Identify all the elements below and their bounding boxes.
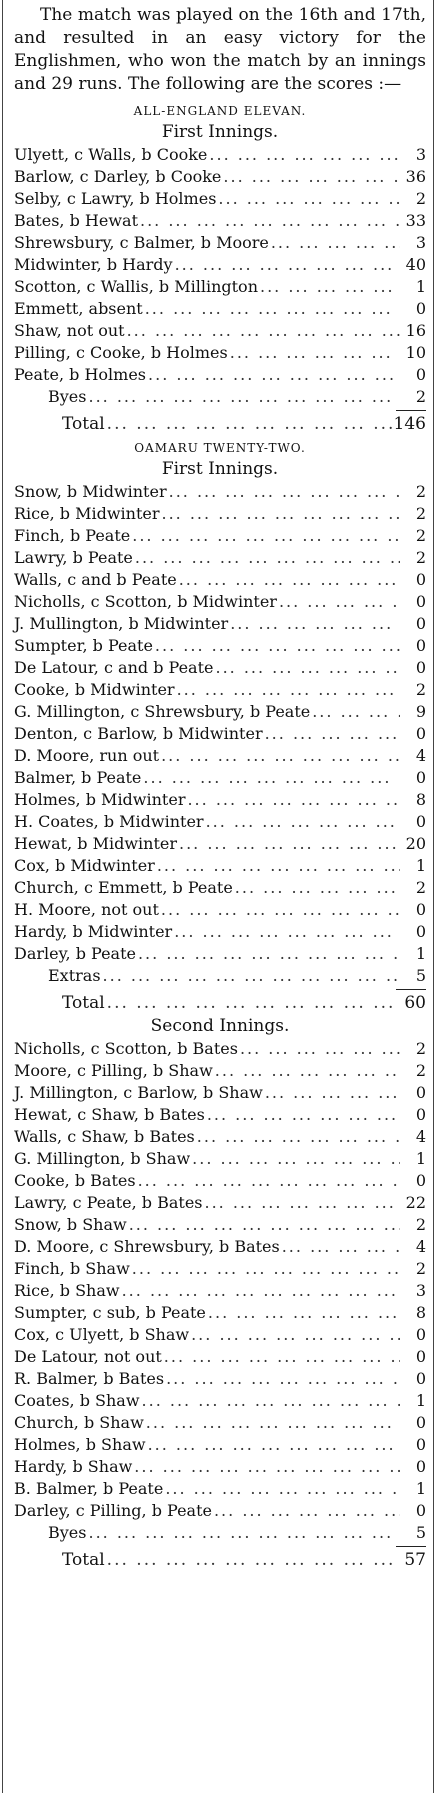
leader-dots xyxy=(207,144,400,166)
batsman-score: 0 xyxy=(415,1501,426,1520)
oamaru-second-batting-list xyxy=(14,1038,426,1522)
batsman-score: 0 xyxy=(415,1435,426,1454)
leader-dots xyxy=(212,1500,400,1522)
leader-dots xyxy=(205,1104,400,1126)
batsman-dismissal: Ulyett, c Walls, b Cooke xyxy=(14,145,208,164)
oamaru-team-title: OAMARU TWENTY-TWO. xyxy=(134,441,306,455)
leader-dots xyxy=(310,701,400,723)
batting-row xyxy=(14,144,426,166)
batsman-score: 2 xyxy=(415,1215,426,1234)
batsman-score: 2 xyxy=(415,504,426,523)
batsman-dismissal: Hardy, b Midwinter xyxy=(14,922,173,941)
batsman-dismissal: Church, c Emmett, b Peate xyxy=(14,878,233,897)
batsman-score: 0 xyxy=(415,299,426,318)
batting-row xyxy=(14,1236,426,1258)
england-extras-row xyxy=(14,386,426,408)
leader-dots xyxy=(130,525,400,547)
batsman-score: 1 xyxy=(415,1479,426,1498)
leader-dots xyxy=(228,613,400,635)
leader-dots xyxy=(163,1478,400,1500)
batsman-dismissal: Cox, b Midwinter xyxy=(14,856,155,875)
leader-dots xyxy=(141,767,400,789)
batsman-dismissal: Coates, b Shaw xyxy=(14,1391,140,1410)
leader-dots xyxy=(233,877,400,899)
leader-dots xyxy=(280,1236,400,1258)
leader-dots xyxy=(136,1170,400,1192)
leader-dots xyxy=(146,1434,400,1456)
batting-row xyxy=(14,569,426,591)
england-total-row xyxy=(14,411,426,437)
batsman-score: 20 xyxy=(405,834,426,853)
leader-dots xyxy=(173,254,400,276)
batsman-score: 0 xyxy=(415,922,426,941)
batsman-dismissal: G. Millington, b Shaw xyxy=(14,1149,191,1168)
batting-row xyxy=(14,1412,426,1434)
batsman-dismissal: Peate, b Holmes xyxy=(14,365,147,384)
batting-row xyxy=(14,855,426,877)
leader-dots xyxy=(138,210,400,232)
leader-dots xyxy=(159,899,400,921)
oamaru-first-total-row xyxy=(14,990,426,1016)
batting-row xyxy=(14,591,426,613)
leader-dots xyxy=(216,188,400,210)
batsman-dismissal: Holmes, b Shaw xyxy=(14,1435,146,1454)
leader-dots xyxy=(144,1412,400,1434)
total-label: Total xyxy=(62,1550,105,1570)
batting-row xyxy=(14,1170,426,1192)
batsman-dismissal: H. Moore, not out xyxy=(14,900,159,919)
oamaru-second-total-row xyxy=(14,1547,426,1573)
batting-row xyxy=(14,1500,426,1522)
batsman-score: 0 xyxy=(415,724,426,743)
batsman-dismissal: Cooke, b Bates xyxy=(14,1171,136,1190)
batting-row xyxy=(14,1060,426,1082)
batsman-score: 9 xyxy=(415,702,426,721)
leader-dots xyxy=(153,635,400,657)
leader-dots xyxy=(155,855,400,877)
batsman-dismissal: Darley, b Peate xyxy=(14,944,136,963)
batsman-dismissal: Snow, b Midwinter xyxy=(14,482,167,501)
batting-row xyxy=(14,503,426,525)
batting-row xyxy=(14,943,426,965)
leader-dots xyxy=(175,679,400,701)
batsman-score: 2 xyxy=(415,482,426,501)
batsman-dismissal: D. Moore, c Shrewsbury, b Bates xyxy=(14,1237,280,1256)
leader-dots xyxy=(130,1258,400,1280)
batsman-score: 0 xyxy=(415,614,426,633)
batsman-dismissal: Hardy, b Shaw xyxy=(14,1457,133,1476)
batsman-dismissal: Lawry, c Peate, b Bates xyxy=(14,1193,203,1212)
batsman-score: 0 xyxy=(415,365,426,384)
batsman-dismissal: Hewat, c Shaw, b Bates xyxy=(14,1105,205,1124)
batting-row xyxy=(14,745,426,767)
extras-score: 5 xyxy=(415,1523,426,1542)
batting-row xyxy=(14,1280,426,1302)
leader-dots xyxy=(177,569,400,591)
leader-dots xyxy=(159,745,400,767)
batting-row xyxy=(14,481,426,503)
batting-row xyxy=(14,547,426,569)
batsman-score: 1 xyxy=(415,1149,426,1168)
batting-row xyxy=(14,1104,426,1126)
leader-dots xyxy=(105,1547,400,1573)
scores-column xyxy=(14,4,426,1573)
batsman-dismissal: Sumpter, c sub, b Peate xyxy=(14,1303,206,1322)
total-score: 60 xyxy=(404,993,426,1013)
batting-row xyxy=(14,877,426,899)
batsman-dismissal: Bates, b Hewat xyxy=(14,211,138,230)
batsman-dismissal: Snow, b Shaw xyxy=(14,1215,127,1234)
leader-dots xyxy=(238,1038,400,1060)
leader-dots xyxy=(221,166,400,188)
batsman-score: 0 xyxy=(415,1171,426,1190)
batsman-dismissal: Hewat, b Midwinter xyxy=(14,834,177,853)
batsman-dismissal: Shaw, not out xyxy=(14,321,125,340)
batsman-dismissal: Walls, c Shaw, b Bates xyxy=(14,1127,195,1146)
leader-dots xyxy=(132,1456,400,1478)
batsman-score: 2 xyxy=(415,1061,426,1080)
batsman-dismissal: Nicholls, c Scotton, b Midwinter xyxy=(14,592,277,611)
batsman-dismissal: Sumpter, b Peate xyxy=(14,636,153,655)
batsman-dismissal: Lawry, b Peate xyxy=(14,548,133,567)
batsman-score: 0 xyxy=(415,1325,426,1344)
leader-dots xyxy=(164,1368,400,1390)
batting-row xyxy=(14,1302,426,1324)
batting-row xyxy=(14,342,426,364)
batsman-score: 2 xyxy=(415,1039,426,1058)
batting-row xyxy=(14,701,426,723)
batsman-score: 0 xyxy=(415,1369,426,1388)
batsman-dismissal: Cooke, b Midwinter xyxy=(14,680,175,699)
england-innings-title: First Innings. xyxy=(161,122,279,142)
leader-dots xyxy=(101,965,400,987)
batting-row xyxy=(14,1368,426,1390)
batting-row xyxy=(14,723,426,745)
batsman-score: 8 xyxy=(415,790,426,809)
batsman-score: 36 xyxy=(405,167,426,186)
batsman-score: 2 xyxy=(415,526,426,545)
batsman-score: 3 xyxy=(415,1281,426,1300)
batsman-score: 2 xyxy=(415,680,426,699)
england-team-title: ALL-ENGLAND ELEVAN. xyxy=(133,104,307,118)
batting-row xyxy=(14,1456,426,1478)
batting-row xyxy=(14,1258,426,1280)
batsman-score: 0 xyxy=(415,1083,426,1102)
leader-dots xyxy=(206,1302,400,1324)
batsman-score: 10 xyxy=(405,343,426,362)
batsman-dismissal: Walls, c and b Peate xyxy=(14,570,177,589)
batting-row xyxy=(14,364,426,386)
intro-paragraph: The match was played on the 16th and 17th, and resulted in an easy victory for the Englishmen, who won the match by an innings and 29 runs. The following are the scores :— xyxy=(14,5,426,94)
batsman-score: 2 xyxy=(415,878,426,897)
batting-row xyxy=(14,767,426,789)
leader-dots xyxy=(213,1060,400,1082)
batsman-score: 4 xyxy=(415,1127,426,1146)
leader-dots xyxy=(177,833,400,855)
batsman-score: 1 xyxy=(415,277,426,296)
batsman-dismissal: Midwinter, b Hardy xyxy=(14,255,173,274)
leader-dots xyxy=(172,921,400,943)
leader-dots xyxy=(86,386,400,408)
oamaru-first-batting-list xyxy=(14,481,426,965)
batting-row xyxy=(14,188,426,210)
column-rule-right xyxy=(433,0,434,1793)
batsman-score: 4 xyxy=(415,746,426,765)
leader-dots xyxy=(167,481,400,503)
batsman-dismissal: De Latour, not out xyxy=(14,1347,162,1366)
batting-row xyxy=(14,899,426,921)
batting-row xyxy=(14,1346,426,1368)
column-rule-left xyxy=(2,0,3,1793)
batting-row xyxy=(14,1214,426,1236)
batting-row xyxy=(14,833,426,855)
batsman-score: 0 xyxy=(415,636,426,655)
batsman-score: 0 xyxy=(415,768,426,787)
batsman-dismissal: Darley, c Pilling, b Peate xyxy=(14,1501,212,1520)
batsman-dismissal: J. Millington, c Barlow, b Shaw xyxy=(14,1083,263,1102)
batsman-score: 0 xyxy=(415,570,426,589)
batsman-dismissal: D. Moore, run out xyxy=(14,746,160,765)
batsman-dismissal: G. Millington, c Shrewsbury, b Peate xyxy=(14,702,311,721)
oamaru-second-innings-title: Second Innings. xyxy=(150,1016,290,1036)
batting-row xyxy=(14,1148,426,1170)
leader-dots xyxy=(258,276,400,298)
batsman-dismissal: Denton, c Barlow, b Midwinter xyxy=(14,724,263,743)
batsman-score: 33 xyxy=(405,211,426,230)
batsman-dismissal: R. Balmer, b Bates xyxy=(14,1369,165,1388)
batsman-score: 1 xyxy=(415,1391,426,1410)
leader-dots xyxy=(204,811,400,833)
batsman-score: 3 xyxy=(415,145,426,164)
batsman-score: 0 xyxy=(415,592,426,611)
leader-dots xyxy=(136,943,400,965)
batsman-score: 0 xyxy=(415,1347,426,1366)
batsman-dismissal: Holmes, b Midwinter xyxy=(14,790,186,809)
batsman-dismissal: Rice, b Midwinter xyxy=(14,504,160,523)
batsman-dismissal: J. Mullington, b Midwinter xyxy=(14,614,229,633)
leader-dots xyxy=(143,298,400,320)
leader-dots xyxy=(133,547,400,569)
batting-row xyxy=(14,276,426,298)
batting-row xyxy=(14,254,426,276)
batsman-dismissal: Barlow, c Darley, b Cooke xyxy=(14,167,222,186)
batting-row xyxy=(14,1038,426,1060)
batting-row xyxy=(14,657,426,679)
leader-dots xyxy=(228,342,400,364)
batting-row xyxy=(14,811,426,833)
batsman-dismissal: Scotton, c Wallis, b Millington xyxy=(14,277,258,296)
extras-label: Extras xyxy=(48,966,101,985)
batting-row xyxy=(14,613,426,635)
total-score: 146 xyxy=(393,414,426,434)
leader-dots xyxy=(213,657,400,679)
batting-row xyxy=(14,320,426,342)
batsman-dismissal: Rice, b Shaw xyxy=(14,1281,120,1300)
batsman-dismissal: Moore, c Pilling, b Shaw xyxy=(14,1061,213,1080)
batting-row xyxy=(14,1082,426,1104)
batsman-score: 22 xyxy=(405,1193,426,1212)
batsman-dismissal: Nicholls, c Scotton, b Bates xyxy=(14,1039,238,1058)
batsman-score: 3 xyxy=(415,233,426,252)
batting-row xyxy=(14,1434,426,1456)
total-label: Total xyxy=(62,993,105,1013)
extras-score: 5 xyxy=(415,966,426,985)
leader-dots xyxy=(105,990,400,1016)
batting-row xyxy=(14,166,426,188)
batsman-dismissal: Emmett, absent xyxy=(14,299,143,318)
batsman-dismissal: Shrewsbury, c Balmer, b Moore xyxy=(14,233,269,252)
batsman-dismissal: Selby, c Lawry, b Holmes xyxy=(14,189,217,208)
batting-row xyxy=(14,210,426,232)
oamaru-first-extras-row xyxy=(14,965,426,987)
batting-row xyxy=(14,1478,426,1500)
extras-score: 2 xyxy=(415,387,426,406)
leader-dots xyxy=(269,232,400,254)
leader-dots xyxy=(160,503,401,525)
batting-row xyxy=(14,1324,426,1346)
leader-dots xyxy=(185,789,400,811)
total-score: 57 xyxy=(404,1550,426,1570)
batsman-score: 0 xyxy=(415,1105,426,1124)
batting-row xyxy=(14,921,426,943)
batting-row xyxy=(14,232,426,254)
batsman-score: 2 xyxy=(415,548,426,567)
batting-row xyxy=(14,635,426,657)
batsman-score: 0 xyxy=(415,1457,426,1476)
leader-dots xyxy=(277,591,400,613)
batsman-dismissal: B. Balmer, b Peate xyxy=(14,1479,164,1498)
leader-dots xyxy=(190,1148,400,1170)
batting-row xyxy=(14,298,426,320)
batsman-dismissal: Balmer, b Peate xyxy=(14,768,142,787)
leader-dots xyxy=(120,1280,400,1302)
leader-dots xyxy=(162,1346,400,1368)
batsman-dismissal: De Latour, c and b Peate xyxy=(14,658,214,677)
oamaru-first-innings-title: First Innings. xyxy=(161,459,279,479)
batting-row xyxy=(14,1390,426,1412)
batsman-score: 40 xyxy=(405,255,426,274)
batsman-dismissal: Pilling, c Cooke, b Holmes xyxy=(14,343,228,362)
batsman-score: 0 xyxy=(415,658,426,677)
batsman-score: 8 xyxy=(415,1303,426,1322)
extras-label: Byes xyxy=(48,387,87,406)
leader-dots xyxy=(127,1214,400,1236)
leader-dots xyxy=(195,1126,400,1148)
batsman-score: 0 xyxy=(415,1413,426,1432)
leader-dots xyxy=(203,1192,401,1214)
batting-row xyxy=(14,679,426,701)
batting-row xyxy=(14,789,426,811)
batsman-score: 1 xyxy=(415,944,426,963)
batsman-dismissal: Church, b Shaw xyxy=(14,1413,144,1432)
leader-dots xyxy=(189,1324,400,1346)
leader-dots xyxy=(125,320,400,342)
batsman-score: 2 xyxy=(415,189,426,208)
england-batting-list xyxy=(14,144,426,386)
batsman-dismissal: Finch, b Shaw xyxy=(14,1259,130,1278)
leader-dots xyxy=(140,1390,400,1412)
leader-dots xyxy=(105,411,394,437)
batsman-score: 0 xyxy=(415,900,426,919)
batsman-score: 4 xyxy=(415,1237,426,1256)
total-label: Total xyxy=(62,414,105,434)
batting-row xyxy=(14,1192,426,1214)
batting-row xyxy=(14,525,426,547)
leader-dots xyxy=(263,723,400,745)
batsman-score: 1 xyxy=(415,856,426,875)
batting-row xyxy=(14,1126,426,1148)
leader-dots xyxy=(263,1082,400,1104)
leader-dots xyxy=(146,364,400,386)
batsman-score: 16 xyxy=(405,321,426,340)
extras-label: Byes xyxy=(48,1523,87,1542)
batsman-score: 0 xyxy=(415,812,426,831)
batsman-dismissal: H. Coates, b Midwinter xyxy=(14,812,204,831)
oamaru-second-extras-row xyxy=(14,1522,426,1544)
batsman-dismissal: Finch, b Peate xyxy=(14,526,131,545)
leader-dots xyxy=(86,1522,400,1544)
batsman-dismissal: Cox, c Ulyett, b Shaw xyxy=(14,1325,190,1344)
batsman-score: 2 xyxy=(415,1259,426,1278)
